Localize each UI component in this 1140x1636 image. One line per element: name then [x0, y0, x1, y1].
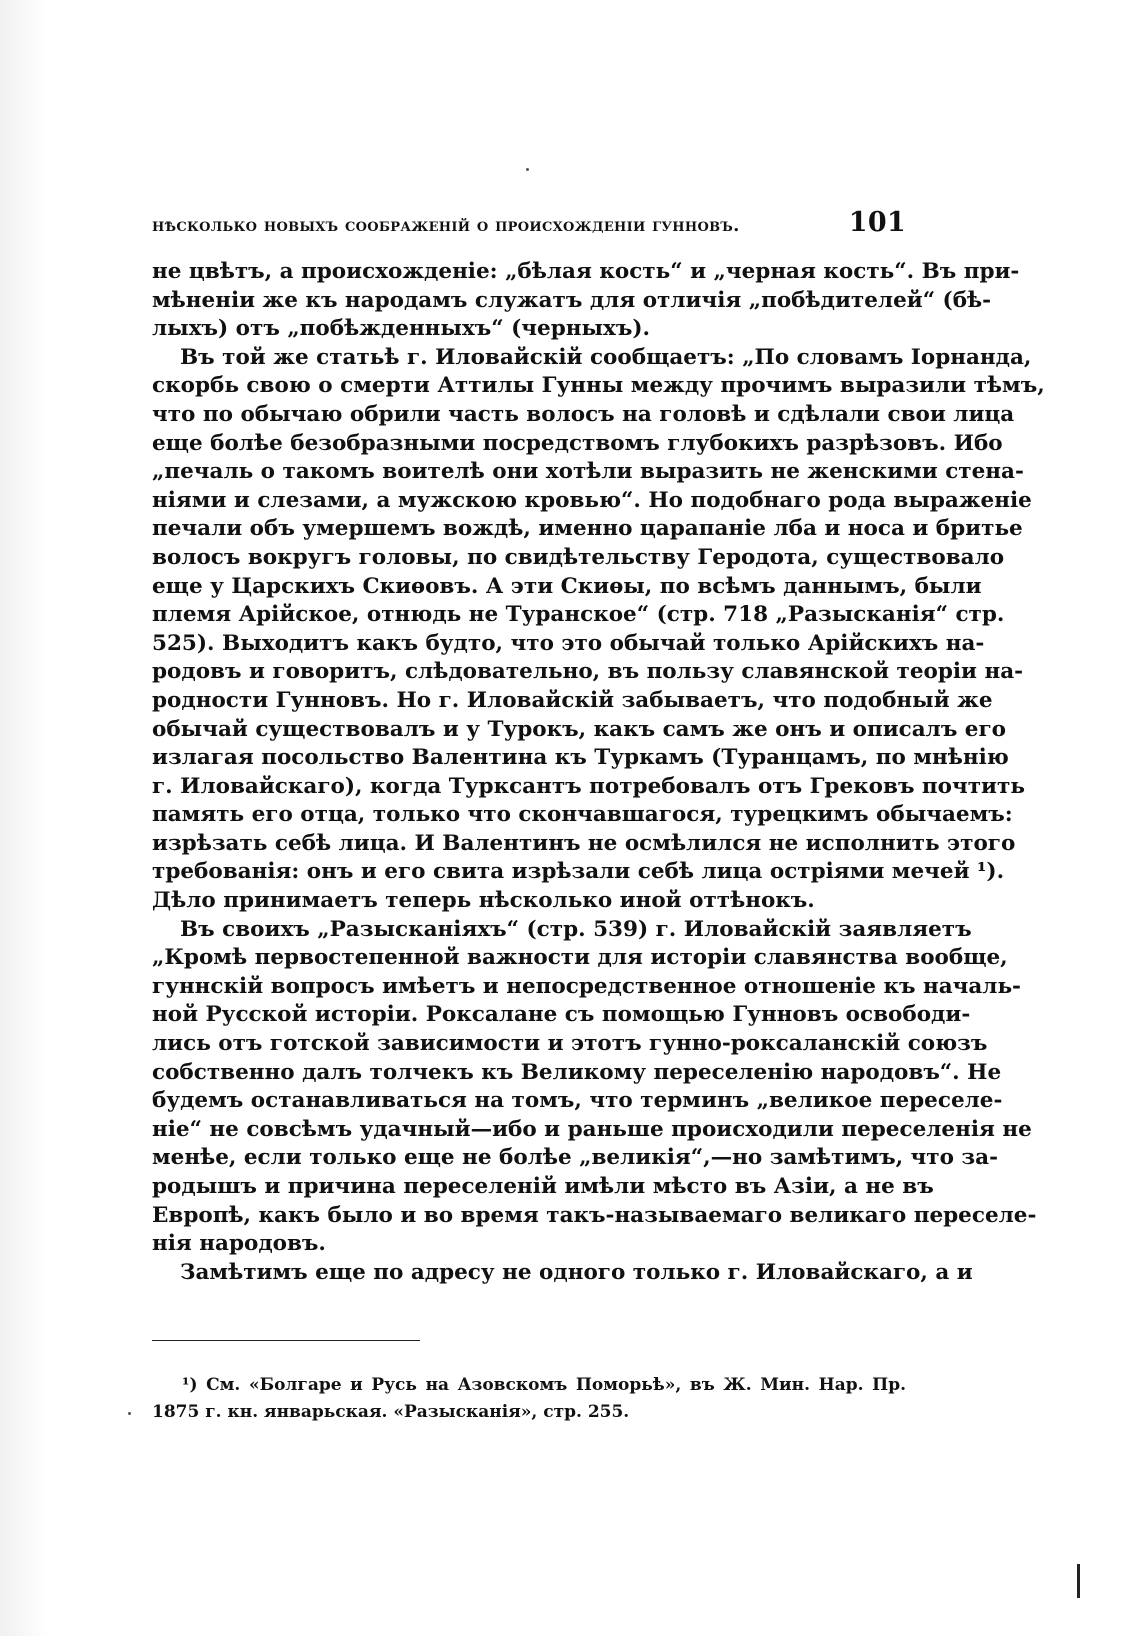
- text-line: Замѣтимъ еще по адресу не одного только г. Иловайскаго, а и: [180, 1259, 973, 1285]
- running-header: [152, 207, 906, 238]
- text-line: собственно далъ толчекъ къ Великому переселенію народовъ“. Не: [152, 1059, 1002, 1085]
- footnote-line: 1875 г. кн. январьская. «Разысканія», стр. 255.: [152, 1402, 630, 1422]
- text-line: печали объ умершемъ вождѣ, именно царапаніе лба и носа и бритье: [152, 516, 1023, 542]
- text-line: Въ своихъ „Разысканіяхъ“ (стр. 539) г. Иловайскій заявляетъ: [180, 916, 972, 942]
- text-line: 525). Выходитъ какъ будто, что это обычай только Арійскихъ на-: [152, 630, 985, 656]
- page-edge-shadow: [0, 0, 48, 1636]
- text-line: „печаль о такомъ воителѣ они хотѣли выразить не женскими стена-: [152, 459, 1024, 485]
- footnote: [152, 1372, 906, 1426]
- scan-artifact-mark: [1077, 1564, 1080, 1598]
- text-line: лись отъ готской зависимости и этотъ гунно-роксаланскій союзъ: [152, 1031, 988, 1057]
- text-line: „Кромѣ первостепенной важности для исторіи славянства вообще,: [152, 945, 1008, 971]
- scan-speck: [128, 1412, 131, 1415]
- text-line: изрѣзать себѣ лица. И Валентинъ не осмѣлился не исполнить этого: [152, 830, 1016, 856]
- text-line: ніями и слезами, а мужскою кровью“. Но подобнаго рода выраженіе: [152, 487, 1032, 513]
- text-line: не цвѣтъ, а происхожденіе: „бѣлая кость“ и „черная кость“. Въ при-: [152, 259, 1020, 284]
- text-line: родышъ и причина переселеній имѣли мѣсто въ Азіи, а не въ: [152, 1174, 934, 1199]
- running-title: нѣсколько новыхъ соображеній о происхожденіи гунновъ.: [152, 215, 740, 236]
- text-line: ной Русской исторіи. Роксалане съ помощью Гунновъ освободи-: [152, 1002, 971, 1028]
- footnote-line: ¹) См. «Болгаре и Русь на Азовскомъ Поморьѣ», въ Ж. Мин. Нар. Пр.: [182, 1375, 906, 1395]
- body-text: [152, 258, 1045, 1287]
- text-line: лыхъ) отъ „побѣжденныхъ“ (черныхъ).: [152, 316, 651, 342]
- text-line: мѣненіи же къ народамъ служатъ для отличія „побѣдителей“ (бѣ-: [152, 287, 992, 313]
- text-line: еще болѣе безобразными посредствомъ глубокихъ разрѣзовъ. Ибо: [152, 430, 1003, 456]
- scan-speck: [526, 168, 529, 171]
- text-line: обычай существовалъ и у Турокъ, какъ самъ же онъ и описалъ его: [152, 716, 1007, 742]
- text-line: будемъ останавливаться на томъ, что терминъ „великое переселе-: [152, 1088, 1003, 1114]
- text-line: скорбь свою о смерти Аттилы Гунны между прочимъ выразили тѣмъ,: [152, 373, 1045, 399]
- text-line: родности Гунновъ. Но г. Иловайскій забываетъ, что подобный же: [152, 687, 993, 713]
- text-line: волосъ вокругъ головы, по свидѣтельству Геродота, существовало: [152, 544, 1005, 570]
- text-line: гуннскій вопросъ имѣетъ и непосредственное отношеніе къ началь-: [152, 973, 1021, 999]
- text-line: Въ той же статьѣ г. Иловайскій сообщаетъ: „По словамъ Іорнанда,: [180, 344, 1032, 370]
- text-line: нія народовъ.: [152, 1231, 326, 1257]
- text-line: память его отца, только что скончавшагося, турецкимъ обычаемъ:: [152, 802, 1013, 828]
- text-line: родовъ и говоритъ, слѣдовательно, въ пользу славянской теоріи на-: [152, 659, 1024, 685]
- text-line: менѣе, если только еще не болѣе „великія“,—но замѣтимъ, что за-: [152, 1145, 999, 1171]
- text-line: что по обычаю обрили часть волосъ на головѣ и сдѣлали свои лица: [152, 401, 1015, 427]
- text-line: г. Иловайскаго), когда Турксантъ потребовалъ отъ Грековъ почтить: [152, 773, 1025, 799]
- text-line: ніе“ не совсѣмъ удачный—ибо и раньше происходили переселенія не: [152, 1116, 1032, 1142]
- text-line: излагая посольство Валентина къ Туркамъ (Туранцамъ, по мнѣнію: [152, 745, 1009, 771]
- text-line: требованія: онъ и его свита изрѣзали себѣ лица остріями мечей ¹).: [152, 859, 1005, 885]
- text-line: Европѣ, какъ было и во время такъ-называемаго великаго переселе-: [152, 1202, 1037, 1228]
- text-line: еще у Царскихъ Скиѳовъ. А эти Скиѳы, по всѣмъ даннымъ, были: [152, 573, 982, 599]
- footnote-rule: [152, 1340, 420, 1341]
- text-line: Дѣло принимаетъ теперь нѣсколько иной оттѣнокъ.: [152, 888, 815, 914]
- text-line: племя Арійское, отнюдь не Туранское“ (стр. 718 „Разысканія“ стр.: [152, 602, 1005, 628]
- page-number: 101: [848, 207, 906, 238]
